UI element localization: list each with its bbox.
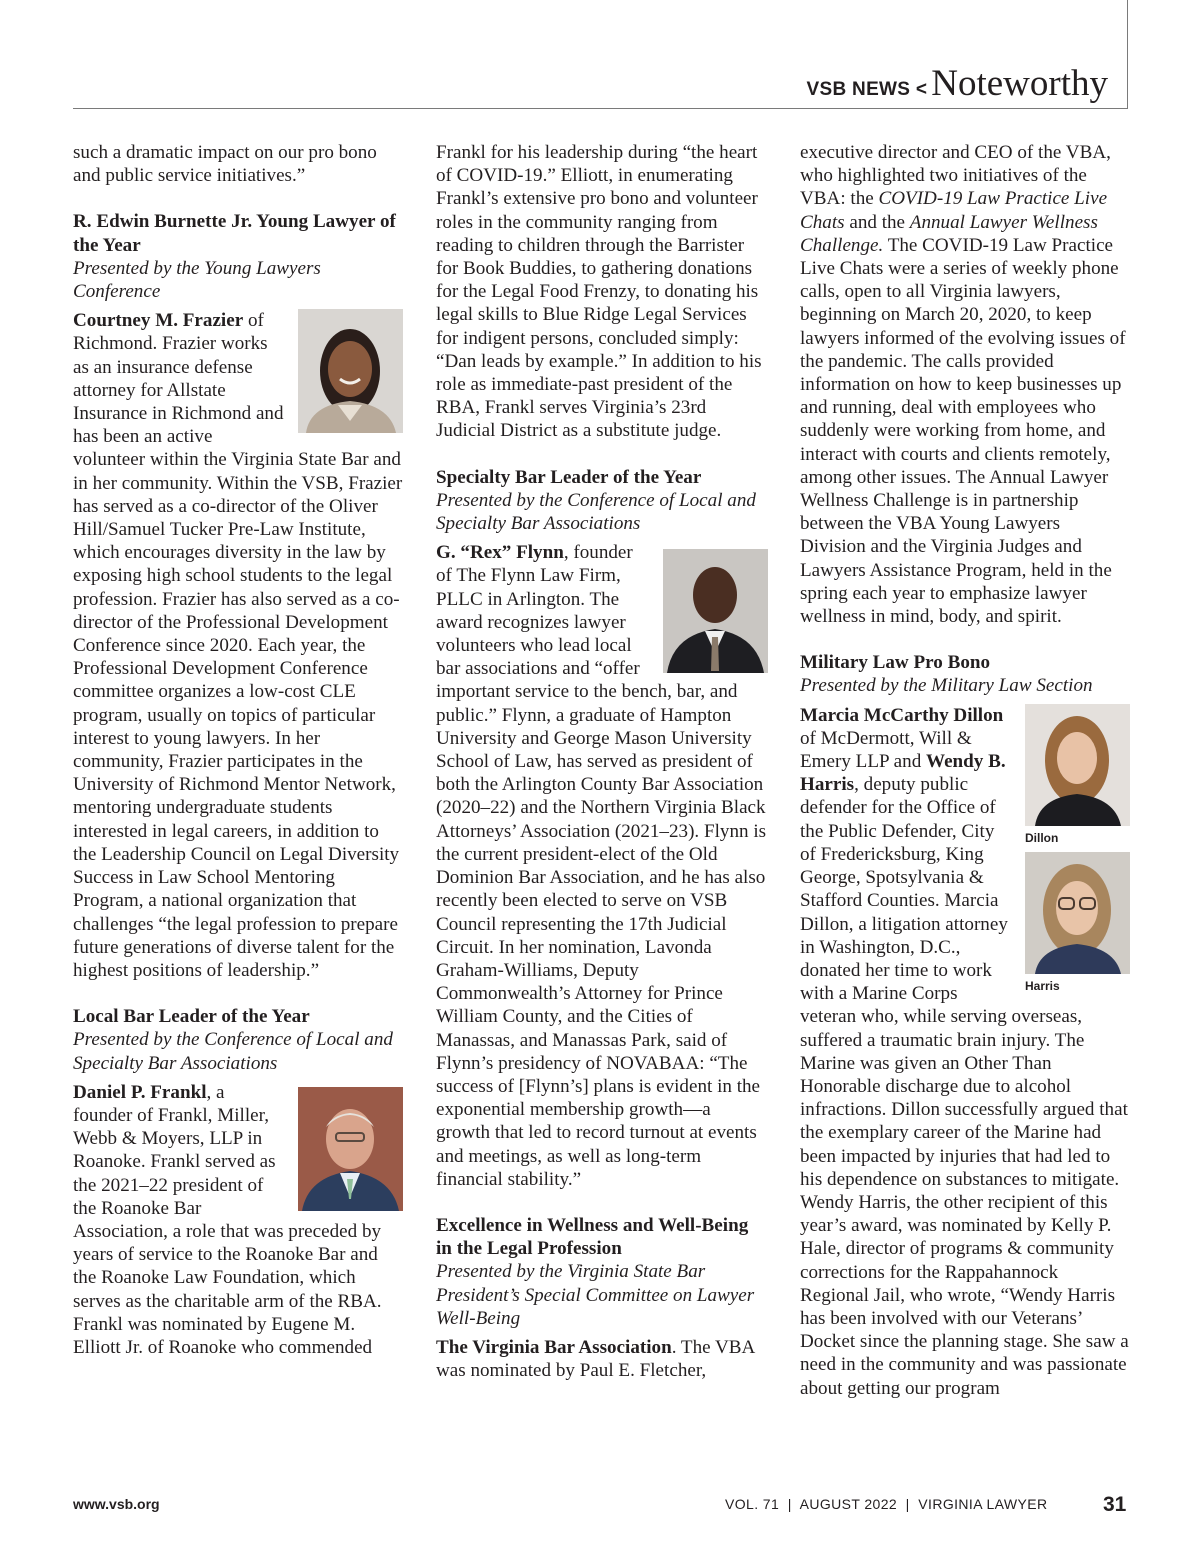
award-text-frazier: Courtney M. Frazier of Richmond. Frazier works as an insurance defense attorney for Allstate Insurance in Richmond and has been an active volunteer within the Virginia State Bar and in her community. Within the VSB, Frazier has served as a co-director of the Oliver Hill/Samuel Tucker Pre-Law Institute, which encourages diversity in the law by exposing high school students to the legal profession. Frazier has also served as a co-director of the Professional Development Conference since 2020. Each year, the Professional Development Conference committee organizes a low-cost CLE program, usually on topics of particular interest to young lawyers. In her community, Frazier participates in the University of Richmond Mentor Network, mentoring undergraduate students interested in legal careers, in addition to the Leadership Council on Legal Diversity Success in Law School Mentoring Program, a national organization that challenges “the legal profession to prepare future generations of diverse talent for the highest positions of leadership.” — [73, 310, 403, 981]
running-header — [807, 62, 1108, 105]
caption-harris: Harris — [1025, 978, 1060, 993]
award-text-flynn: G. “Rex” Flynn, founder of The Flynn Law Firm, PLLC in Arlington. The award recognizes lawyer volunteers who lead local bar associations and “offer important service to the bench, bar, and public.” Flynn, a graduate of Hampton University and George Mason University School of Law, has served as president of both the Arlington County Bar Association (2020–22) and the Northern Virginia Black Attorneys’ Association (2021–23). Flynn is the current president-elect of the Old Dominion Bar Association, and he has also recently been elected to serve on VSB Council representing the 17th Judicial Circuit. In her nomination, Lavonda Graham-Williams, Deputy Commonwealth’s Attorney for Prince William County, and the Cities of Manassas, and Manassas Park, said of Flynn’s presidency of NOVABAA: “The success of [Flynn’s] plans is evident in the exponential membership growth—a growth that led to record turnout at events and meetings, as well as long-term financial stability.” — [436, 542, 767, 1190]
column-1 — [73, 141, 403, 1359]
recipient-flynn: G. “Rex” Flynn — [436, 542, 564, 564]
paragraph-intro: such a dramatic impact on our pro bono and public service initiatives.” — [73, 142, 377, 187]
column-2 — [436, 141, 768, 1382]
photo-frazier — [298, 309, 403, 433]
recipient-frankl: Daniel P. Frankl — [73, 1081, 207, 1103]
award-title-military-law: Military Law Pro Bono — [800, 652, 991, 674]
award-title-young-lawyer: R. Edwin Burnette Jr. Young Lawyer of the Year — [73, 211, 396, 256]
award-text-frankl: Daniel P. Frankl, a founder of Frankl, Miller, Webb & Moyers, LLP in Roanoke. Frankl served as the 2021–22 president of the Roanoke Bar Association, a role that was preceded by years of service to the Roanoke Bar and the Roanoke Law Foundation, which serves as the charitable arm of the RBA. Frankl was nominated by Eugene M. Elliott Jr. of Roanoke who commended — [73, 1081, 382, 1358]
footer-website: www.vsb.org — [73, 1496, 160, 1512]
award-presenter-specialty-bar: Presented by the Conference of Local and Specialty Bar Associations — [436, 489, 756, 535]
award-presenter-wellness: Presented by the Virginia State Bar President’s Special Committee on Lawyer Well-Being — [436, 1261, 755, 1329]
header-vertical-rule — [1127, 0, 1128, 108]
header-rule — [73, 108, 1128, 109]
paragraph-frankl-continued: Frankl for his leadership during “the heart of COVID-19.” Elliott, in enumerating Frankl’s extensive pro bono and volunteer roles in the community ranging from reading to children through the Barrister for Book Buddies, to gathering donations for the Legal Food Frenzy, to donating his legal skills to Blue Ridge Legal Services for indigent persons, concluded simply: “Dan leads by example.” In addition to his role as immediate-past president of the RBA, Frankl serves Virginia’s 23rd Judicial District as a substitute judge. — [436, 142, 762, 442]
recipient-vba: The Virginia Bar Association — [436, 1336, 672, 1358]
header-section: VSB NEWS < — [806, 79, 928, 100]
paragraph-vba-continued: executive director and CEO of the VBA, who highlighted two initiatives of the VBA: the COVID-19 Law Practice Live Chats and the Annual Lawyer Wellness Challenge. The COVID-19 Law Practice Live Chats were a series of weekly phone calls, open to all Virginia lawyers, beginning on March 20, 2020, to keep lawyers informed of the evolving issues of the pandemic. The calls provided information on how to keep businesses up and running, deal with employees who suddenly were working from home, and interact with courts and clients remotely, among other issues. The Annual Lawyer Wellness Challenge is in partnership between the VBA Young Lawyers Division and the Virginia Judges and Lawyers Assistance Program, held in the spring each year to emphasize lawyer wellness in mind, body, and spirit. — [800, 142, 1126, 628]
caption-dillon: Dillon — [1025, 830, 1059, 845]
photo-dillon — [1025, 704, 1130, 826]
recipient-harris: Wendy B. Harris — [800, 751, 1006, 796]
column-3 — [800, 141, 1130, 1400]
award-presenter-local-bar: Presented by the Conference of Local and Specialty Bar Associations — [73, 1029, 393, 1074]
award-presenter-military-law: Presented by the Military Law Section — [800, 675, 1093, 697]
photo-flynn — [663, 549, 768, 673]
page-number: 31 — [1103, 1493, 1127, 1516]
photo-harris — [1025, 852, 1130, 974]
photo-frankl — [298, 1087, 403, 1211]
award-text-dillon-harris: Marcia McCarthy Dillon of McDermott, Will & Emery LLP and Wendy B. Harris, deputy public defender for the Office of the Public Defender, City of Fredericksburg, King George, Spotsylvania & Stafford Counties. Marcia Dillon, a litigation attorney in Washington, D.C., donated her time to work with a Marine Corps veteran who, while serving overseas, suffered a traumatic brain injury. The Marine was given an Other Than Honorable discharge due to alcohol infractions. Dillon successfully argued that the exemplary career of the Marine had been impacted by injuries that had led to his dependence on substances to mitigate. Wendy Harris, the other recipient of this year’s award, was nominated by Kelly P. Hale, director of programs & community corrections for the Rappahannock Regional Jail, who wrote, “Wendy Harris has been involved with our Veterans’ Docket since the planning stage. She saw a need in the community and was passionate about getting our program — [800, 704, 1129, 1399]
recipient-dillon: Marcia McCarthy Dillon — [800, 704, 1004, 726]
recipient-frazier: Courtney M. Frazier — [73, 310, 244, 332]
award-title-local-bar: Local Bar Leader of the Year — [73, 1006, 310, 1028]
award-title-wellness: Excellence in Wellness and Well-Being in the Legal Profession — [436, 1214, 749, 1260]
photo-group-military — [1025, 704, 1130, 993]
award-title-specialty-bar: Specialty Bar Leader of the Year — [436, 466, 702, 488]
header-title: Noteworthy — [931, 63, 1108, 104]
footer-issue: VOL. 71 | AUGUST 2022 | VIRGINIA LAWYER — [725, 1496, 1048, 1512]
award-text-vba: The Virginia Bar Association. The VBA was nominated by Paul E. Fletcher, — [436, 1336, 755, 1382]
award-presenter-young-lawyer: Presented by the Young Lawyers Conference — [73, 257, 321, 303]
